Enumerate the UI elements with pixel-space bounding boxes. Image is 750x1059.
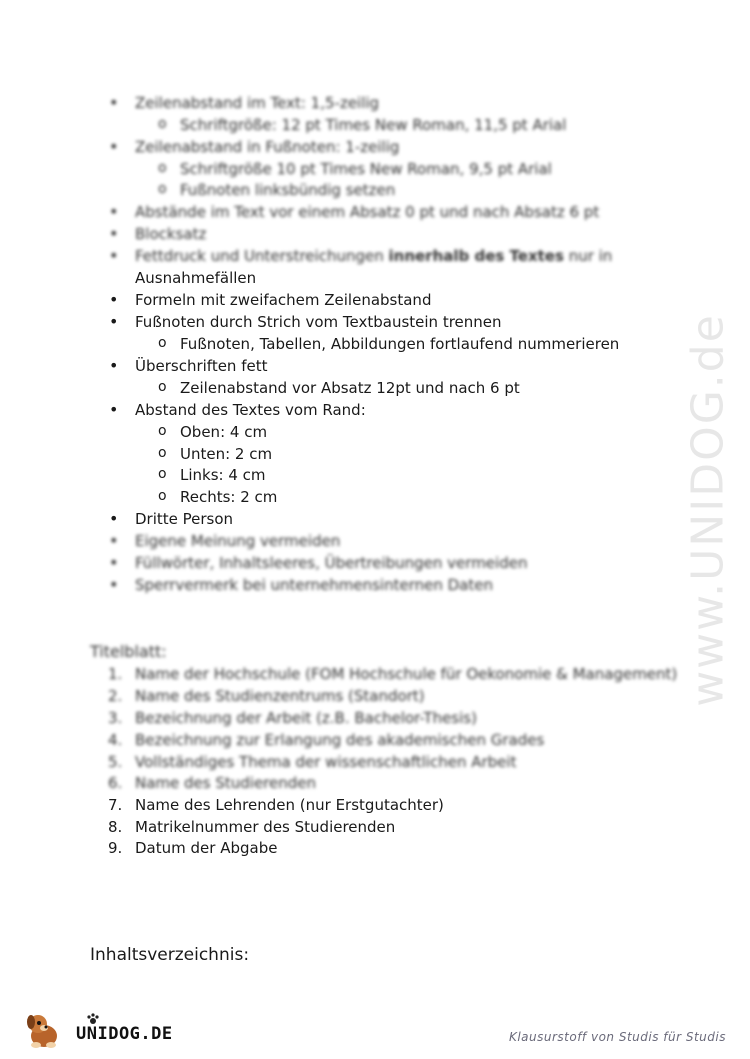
- numbered-item: 2. Name des Studienzentrums (Standort): [108, 687, 425, 705]
- unidog-logo: [22, 1010, 182, 1052]
- list-item: • Füllwörter, Inhaltsleeres, Übertreibungen vermeiden: [135, 553, 527, 573]
- list-subitem: o Rechts: 2 cm: [180, 487, 277, 507]
- numbered-item: 8. Matrikelnummer des Studierenden: [108, 818, 396, 836]
- numbered-item: 9. Datum der Abgabe: [108, 839, 278, 857]
- list-item-text: nur in: [568, 247, 613, 265]
- dog-icon: [24, 1010, 64, 1050]
- list-subitem: o Links: 4 cm: [180, 465, 266, 485]
- list-item-continuation: Ausnahmefällen: [135, 269, 257, 287]
- numbered-item: 4. Bezeichnung zur Erlangung des akademischen Grades: [108, 731, 545, 749]
- list-item: • Sperrvermerk bei unternehmensinternen Daten: [135, 575, 493, 595]
- list-item-bold-text: innerhalb des Textes: [388, 247, 564, 265]
- section-heading-inhaltsverzeichnis: Inhaltsverzeichnis:: [90, 945, 250, 965]
- list-item: [135, 246, 612, 266]
- list-subitem: o Schriftgröße: 12 pt Times New Roman, 11,5 pt Arial: [180, 115, 566, 135]
- list-subitem: o Zeilenabstand vor Absatz 12pt und nach 6 pt: [180, 378, 520, 398]
- list-item-text: Fettdruck und Unterstreichungen: [135, 247, 384, 265]
- numbered-item: 5. Vollständiges Thema der wissenschaftlichen Arbeit: [108, 753, 517, 771]
- section-heading-titelblatt: Titelblatt:: [90, 642, 167, 661]
- list-subitem: o Fußnoten linksbündig setzen: [180, 180, 395, 200]
- numbered-item: 6. Name des Studierenden: [108, 774, 317, 792]
- list-item: • Blocksatz: [135, 224, 206, 244]
- list-subitem: o Oben: 4 cm: [180, 422, 267, 442]
- list-subitem: o Unten: 2 cm: [180, 444, 272, 464]
- logo-text: UNIDOG.DE: [76, 1024, 173, 1044]
- list-subitem: o Fußnoten, Tabellen, Abbildungen fortlaufend nummerieren: [180, 334, 619, 354]
- list-item: • Zeilenabstand in Fußnoten: 1-zeilig: [135, 137, 399, 157]
- list-item: • Abstände im Text vor einem Absatz 0 pt und nach Absatz 6 pt: [135, 202, 599, 222]
- numbered-item: 3. Bezeichnung der Arbeit (z.B. Bachelor-Thesis): [108, 709, 477, 727]
- list-item: • Überschriften fett: [135, 356, 267, 376]
- list-item: • Fußnoten durch Strich vom Textbaustein trennen: [135, 312, 502, 332]
- watermark: www.UNIDOG.de: [682, 313, 734, 707]
- list-item: • Zeilenabstand im Text: 1,5-zeilig: [135, 93, 379, 113]
- footer-tagline: Klausurstoff von Studis für Studis: [508, 1030, 726, 1044]
- list-item: • Abstand des Textes vom Rand:: [135, 400, 366, 420]
- numbered-item: 1. Name der Hochschule (FOM Hochschule für Oekonomie & Management): [108, 665, 678, 683]
- list-subitem: o Schriftgröße 10 pt Times New Roman, 9,5 pt Arial: [180, 159, 552, 179]
- list-item: • Eigene Meinung vermeiden: [135, 531, 340, 551]
- numbered-item: 7. Name des Lehrenden (nur Erstgutachter): [108, 796, 444, 814]
- list-item: • Formeln mit zweifachem Zeilenabstand: [135, 290, 431, 310]
- list-item: • Dritte Person: [135, 509, 233, 529]
